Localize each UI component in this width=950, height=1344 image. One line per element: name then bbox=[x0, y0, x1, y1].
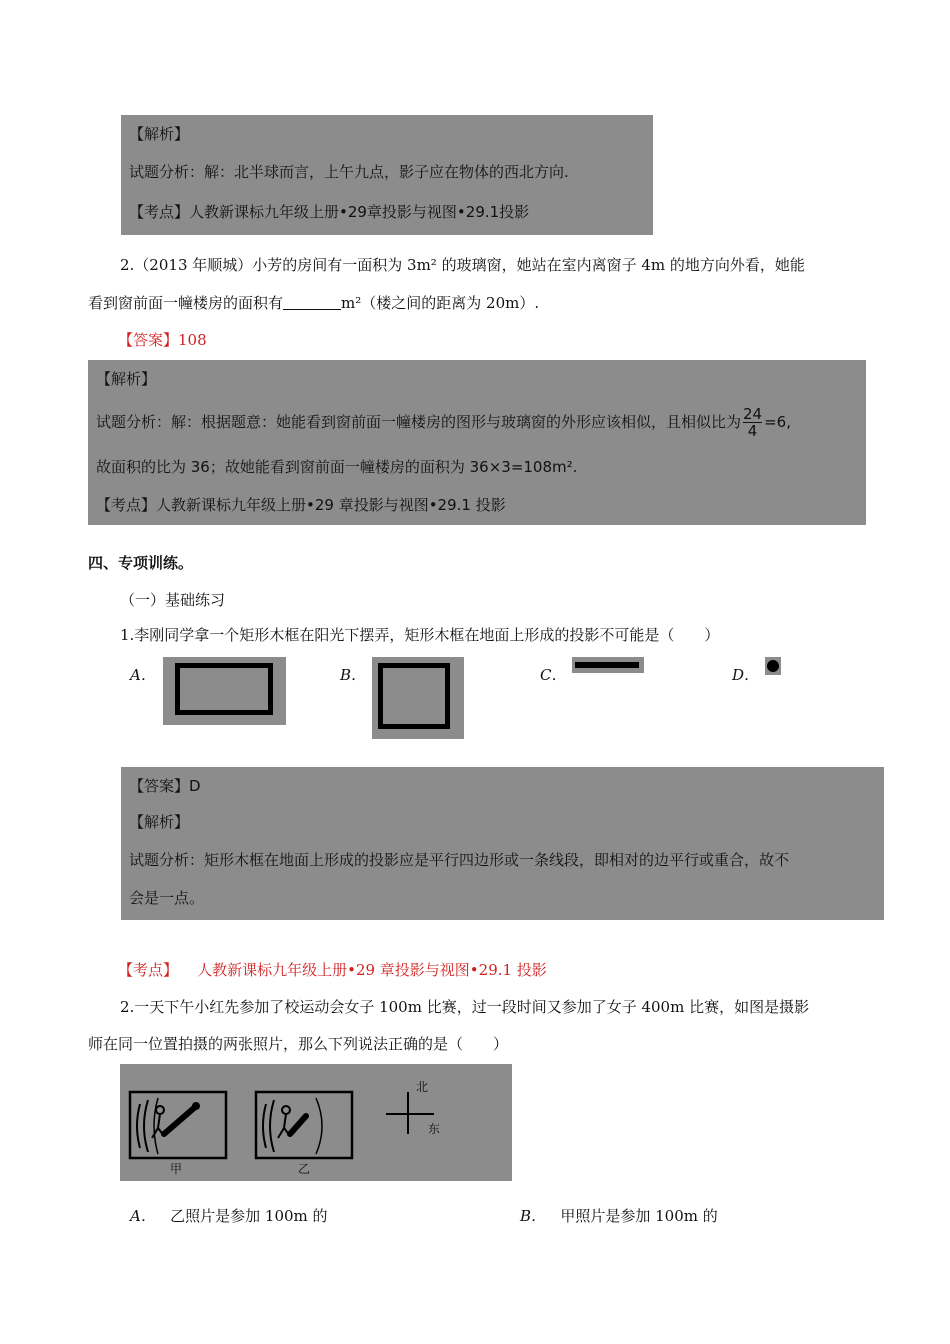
option-d-label: D． bbox=[732, 666, 760, 684]
choice-a bbox=[130, 1206, 328, 1226]
analysis-text-2: 故面积的比为 36；故她能看到窗前面一幢楼房的面积为 36×3=108m². bbox=[96, 458, 578, 476]
question-2b-line-1: 2.一天下午小红先参加了校运动会女子 100m 比赛，过一段时间又参加了女子 400m 比赛，如图是摄影 bbox=[120, 998, 810, 1016]
analysis-text-1a: 试题分析：解：根据题意：她能看到窗前面一幢楼房的图形与玻璃窗的外形应该相似，且相似比为 bbox=[96, 413, 742, 431]
question-2-line-2a: 看到窗前面一幢楼房的面积有 bbox=[88, 294, 284, 312]
rect-projection-wide bbox=[175, 663, 273, 715]
choice-a-text: 乙照片是参加 100m 的 bbox=[170, 1207, 328, 1225]
rect-projection-square bbox=[378, 663, 450, 729]
section-subtitle: （一）基础练习 bbox=[120, 591, 226, 609]
question-2b-line-2: 师在同一位置拍摄的两张照片，那么下列说法正确的是（ ） bbox=[88, 1035, 509, 1053]
option-d-image bbox=[765, 657, 781, 675]
option-b-image bbox=[372, 657, 464, 739]
compass-north-label: 北 bbox=[416, 1080, 429, 1094]
choice-b bbox=[520, 1206, 718, 1226]
analysis-text-1b: =6, bbox=[764, 413, 791, 431]
point-projection bbox=[767, 660, 779, 672]
answer-1: 【答案】108 bbox=[118, 331, 207, 349]
choice-a-tag: A． bbox=[130, 1207, 156, 1225]
answer-text: 【答案】D bbox=[129, 777, 201, 795]
answer-box bbox=[121, 767, 884, 920]
choice-b-tag: B． bbox=[520, 1207, 547, 1225]
analysis-heading: 【解析】 bbox=[129, 125, 190, 143]
option-c-label: C． bbox=[540, 666, 567, 684]
answer-blank bbox=[283, 295, 341, 310]
question-2-line-2 bbox=[88, 293, 539, 313]
kaodian-content: 人教新课标九年级上册•29 章投影与视图•29.1 投影 bbox=[197, 961, 547, 979]
option-c-image bbox=[572, 657, 644, 673]
kaodian bbox=[118, 960, 547, 980]
kaodian-text: 【考点】人教新课标九年级上册•29 章投影与视图•29.1 投影 bbox=[96, 496, 506, 514]
photo-figure bbox=[120, 1064, 512, 1181]
analysis-heading: 【解析】 bbox=[96, 370, 157, 388]
question-2-line-2b: m²（楼之间的距离为 20m）. bbox=[341, 294, 540, 312]
analysis-box-1 bbox=[121, 115, 653, 235]
question-2-line-1: 2.（2013 年顺城）小芳的房间有一面积为 3m² 的玻璃窗，她站在室内离窗子 4m 的地方向外看，她能 bbox=[120, 256, 805, 274]
ratio-fraction bbox=[743, 406, 762, 439]
option-b-label: B． bbox=[340, 666, 367, 684]
fraction-denominator: 4 bbox=[747, 422, 758, 440]
kaodian-text: 【考点】人教新课标九年级上册•29章投影与视图•29.1投影 bbox=[129, 203, 530, 221]
compass-east-label: 东 bbox=[428, 1122, 441, 1136]
option-a-label: A． bbox=[130, 666, 156, 684]
choice-b-text: 甲照片是参加 100m 的 bbox=[560, 1207, 718, 1225]
analysis-text: 试题分析：解：北半球而言，上午九点，影子应在物体的西北方向. bbox=[129, 163, 569, 181]
line-segment-projection bbox=[575, 662, 639, 668]
photo-label-a: 甲 bbox=[170, 1162, 183, 1176]
question-1: 1.李刚同学拿一个矩形木框在阳光下摆弄，矩形木框在地面上形成的投影不可能是（ ） bbox=[120, 626, 720, 644]
analysis-text-1 bbox=[96, 406, 791, 439]
analysis-box-2 bbox=[88, 360, 866, 525]
analysis-heading: 【解析】 bbox=[129, 813, 190, 831]
fraction-numerator: 24 bbox=[743, 405, 763, 423]
analysis-text-2: 会是一点。 bbox=[129, 889, 205, 907]
option-a-image bbox=[163, 657, 286, 725]
kaodian-tag: 【考点】 bbox=[118, 961, 179, 979]
photo-label-b: 乙 bbox=[298, 1162, 311, 1176]
analysis-text-1: 试题分析：矩形木框在地面上形成的投影应是平行四边形或一条线段，即相对的边平行或重合，故不 bbox=[129, 851, 790, 869]
section-title: 四、专项训练。 bbox=[88, 554, 194, 572]
